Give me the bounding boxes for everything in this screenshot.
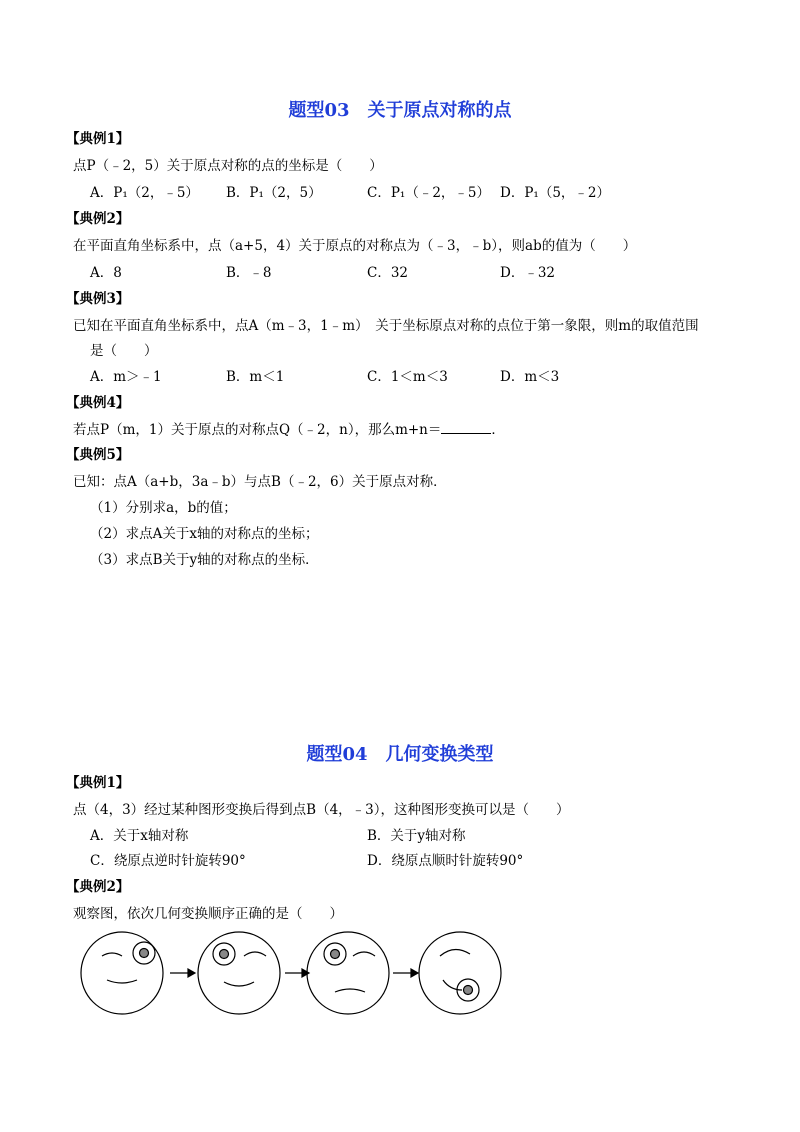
option-a: A．关于x轴对称 [90, 828, 189, 844]
option-c: C．绕原点逆时针旋转90° [90, 853, 246, 869]
option-b: B．m＜1 [226, 369, 285, 385]
option-b: B．关于y轴对称 [367, 828, 466, 844]
sub-question: （2）求点A关于x轴的对称点的坐标； [90, 526, 319, 542]
example-label: 【典例1】 [66, 131, 130, 147]
option-d: D．﹣32 [500, 265, 556, 281]
sub-question: （3）求点B关于y轴的对称点的坐标． [90, 552, 319, 568]
question-pre: 若点P（m，1）关于原点的对称点Q（﹣2，n），那么m+n＝ [73, 422, 442, 438]
option-a: A．P₁（2，﹣5） [90, 185, 199, 201]
option-b: B．﹣8 [226, 265, 272, 281]
section04-title: 题型04 几何变换类型 [306, 744, 494, 765]
question-text-cont: 是（ ） [90, 343, 158, 359]
option-d: D．m＜3 [500, 369, 560, 385]
option-b: B．P₁（2，5） [226, 185, 322, 201]
example-label: 【典例1】 [66, 775, 130, 791]
transform-figure [80, 928, 510, 1024]
section03-title: 题型03 关于原点对称的点 [288, 100, 512, 121]
example-label: 【典例3】 [66, 291, 130, 307]
question-text: 已知在平面直角坐标系中，点A（m﹣3，1﹣m） 关于坐标原点对称的点位于第一象限，则m的取值范围 [73, 318, 699, 334]
face-1 [81, 932, 163, 1014]
option-d: D．绕原点顺时针旋转90° [367, 853, 524, 869]
question-text: 在平面直角坐标系中，点（a+5，4）关于原点的对称点为（﹣3，﹣b），则ab的值为（ ） [73, 238, 637, 254]
option-c: C．1＜m＜3 [367, 369, 448, 385]
option-c: C．32 [367, 265, 409, 281]
face-4 [419, 932, 501, 1014]
option-d: D．P₁（5，﹣2） [500, 185, 610, 201]
question-text [73, 421, 505, 439]
option-c: C．P₁（﹣2，﹣5） [367, 185, 491, 201]
option-a: A．m＞﹣1 [90, 369, 162, 385]
example-label: 【典例4】 [66, 395, 130, 411]
example-label: 【典例2】 [66, 879, 130, 895]
face-3 [307, 932, 389, 1014]
question-text: 已知：点A（a+b，3a﹣b）与点B（﹣2，6）关于原点对称． [73, 474, 447, 490]
answer-blank[interactable] [441, 421, 491, 434]
question-post: ． [491, 422, 505, 438]
question-text: 点（4，3）经过某种图形变换后得到点B（4，﹣3），这种图形变换可以是（ ） [73, 802, 570, 818]
option-a: A．8 [90, 265, 122, 281]
question-text: 点P（﹣2，5）关于原点对称的点的坐标是（ ） [73, 158, 383, 174]
question-text: 观察图，依次几何变换顺序正确的是（ ） [73, 906, 343, 922]
face-2 [198, 932, 280, 1014]
example-label: 【典例5】 [66, 447, 130, 463]
sub-question: （1）分别求a，b的值； [90, 500, 237, 516]
example-label: 【典例2】 [66, 211, 130, 227]
